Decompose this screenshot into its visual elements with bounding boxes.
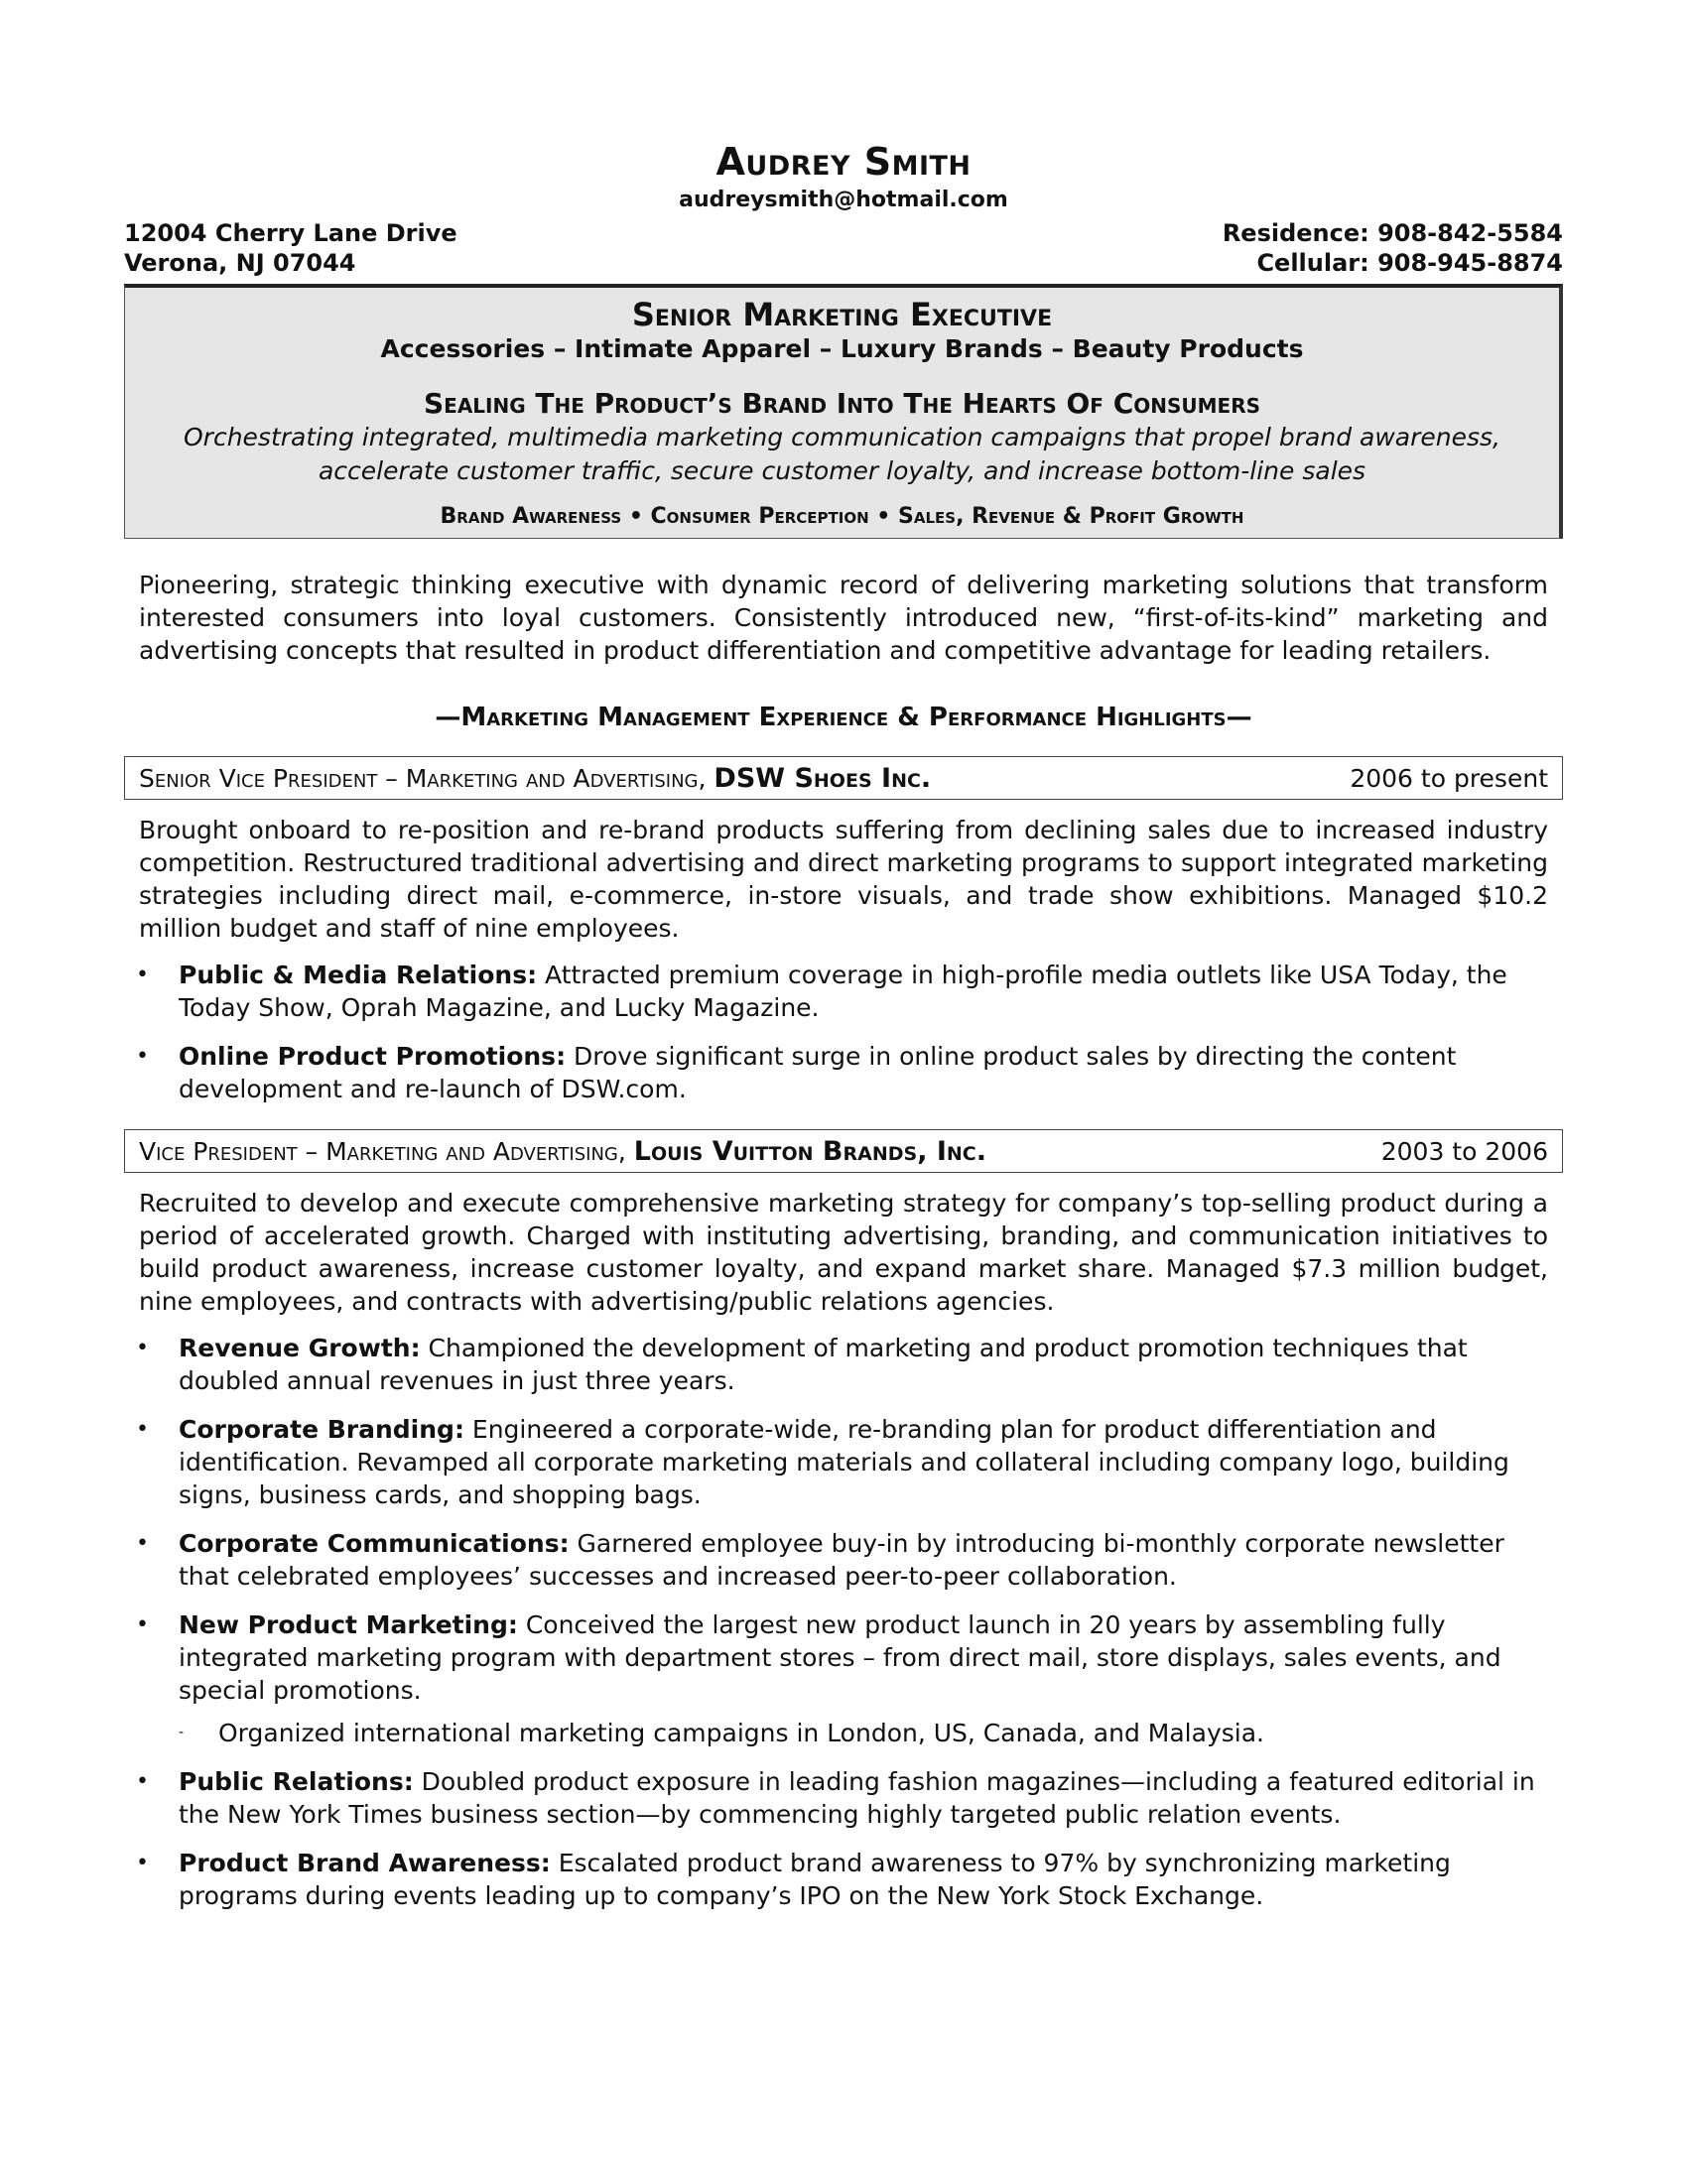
list-item — [124, 1527, 1563, 1593]
achievement-text: Garnered employee buy-in by introducing bi-monthly corporate newsletter that celebrated employees’ successes and increased peer-to-peer collaboration. — [179, 1529, 1504, 1591]
sub-list-item — [179, 1717, 1548, 1749]
target-title: Senior Marketing Executive — [631, 296, 1053, 333]
industries-line: Accessories – Intimate Apparel – Luxury Brands – Beauty Products — [380, 334, 1304, 363]
bullet-icon: • — [136, 963, 149, 987]
brand-description: Orchestrating integrated, multimedia marketing communication campaigns that propel brand awareness, accelerate customer traffic, secure customer loyalty, and increase bottom-line sales — [184, 423, 1500, 485]
contact-row — [124, 218, 1563, 278]
bullet-icon: • — [136, 1044, 149, 1069]
resume-page — [124, 139, 1563, 1928]
job-dates: 2006 to present — [1350, 763, 1548, 793]
bullet-icon: • — [136, 1769, 149, 1794]
address-line-2: Verona, NJ 07044 — [124, 249, 356, 277]
list-item — [124, 1413, 1563, 1511]
list-item — [124, 1040, 1563, 1105]
achievement-label: Product Brand Awareness: — [179, 1849, 551, 1877]
list-item — [124, 1765, 1563, 1831]
achievement-label: Corporate Communications: — [179, 1529, 570, 1558]
dash-icon: - — [179, 1725, 185, 1740]
achievement-text: Doubled product exposure in leading fashion magazines—including a featured editorial in the New York Times business section—by commencing highly targeted public relation events. — [179, 1767, 1535, 1829]
achievement-text: Conceived the largest new product launch in 20 years by assembling fully integrated marketing program with department stores – from direct mail, store displays, sales events, and special promotions. — [179, 1610, 1501, 1705]
achievement-text: Drove significant surge in online product sales by directing the content development and re-launch of DSW.com. — [179, 1042, 1457, 1103]
job-description: Brought onboard to re-position and re-brand products suffering from declining sales due to increased industry competition. Restructured traditional advertising and direct marketing programs to support integrated marketing strategies including direct mail, e-commerce, in-store visuals, and trade show exhibitions. Managed $10.2 million budget and staff of nine employees. — [139, 816, 1548, 943]
phone-numbers — [1223, 218, 1563, 278]
bullet-icon: • — [136, 1336, 149, 1360]
job-header — [124, 756, 1563, 800]
list-item — [124, 959, 1563, 1024]
brand-tagline: Sealing The Product’s Brand Into The Hearts Of Consumers — [423, 387, 1260, 420]
job-title: Vice President – Marketing and Advertising, — [139, 1136, 626, 1166]
residence-phone: Residence: 908-842-5584 — [1222, 219, 1563, 247]
list-item — [124, 1332, 1563, 1397]
bullet-icon: • — [136, 1417, 149, 1442]
company-name: Louis Vuitton Brands, Inc. — [633, 1135, 986, 1167]
achievement-text: Escalated product brand awareness to 97% by synchronizing marketing programs during events leading up to company’s IPO on the New York Stock Exchange. — [179, 1849, 1451, 1910]
experience-heading: —Marketing Management Experience & Performance Highlights— — [435, 703, 1252, 732]
keyword-line: Brand Awareness • Consumer Perception • Sales, Revenue & Profit Growth — [440, 504, 1244, 529]
mailing-address — [124, 218, 457, 278]
job-description: Recruited to develop and execute comprehensive marketing strategy for company’s top-selling product during a period of accelerated growth. Charged with instituting advertising, branding, and communication initiatives to build product awareness, increase customer loyalty, and expand market share. Managed $7.3 million budget, nine employees, and contracts with advertising/public relations agencies. — [139, 1189, 1548, 1316]
job-heading — [139, 763, 931, 794]
achievement-label: Revenue Growth: — [179, 1334, 421, 1362]
sub-item-text: Organized international marketing campaigns in London, US, Canada, and Malaysia. — [218, 1719, 1264, 1747]
email-address: audreysmith@hotmail.com — [679, 188, 1008, 212]
list-item — [124, 1608, 1563, 1749]
achievement-label: New Product Marketing: — [179, 1610, 518, 1639]
job-heading — [139, 1136, 986, 1167]
list-item — [124, 1847, 1563, 1912]
address-line-1: 12004 Cherry Lane Drive — [124, 219, 457, 247]
achievement-text: Engineered a corporate-wide, re-branding plan for product differentiation and identification. Revamped all corporate marketing materials and collateral including company logo, building signs, business cards, and shopping bags. — [179, 1415, 1509, 1509]
achievement-label: Public & Media Relations: — [179, 961, 538, 989]
achievement-label: Corporate Branding: — [179, 1415, 464, 1444]
job-title: Senior Vice President – Marketing and Advertising, — [139, 763, 707, 793]
achievement-label: Public Relations: — [179, 1767, 414, 1796]
achievement-text: Championed the development of marketing and product promotion techniques that doubled annual revenues in just three years. — [179, 1334, 1468, 1395]
cellular-phone: Cellular: 908-945-8874 — [1256, 249, 1563, 277]
achievement-list — [124, 1332, 1563, 1912]
candidate-name: Audrey Smith — [715, 140, 972, 184]
profile-summary: Pioneering, strategic thinking executive with dynamic record of delivering marketing solutions that transform interested consumers into loyal customers. Consistently introduced new, “first-of-its-kind” marketing and advertising concepts that resulted in product differentiation and competitive advantage for leading retailers. — [139, 571, 1548, 665]
bullet-icon: • — [136, 1531, 149, 1556]
bullet-icon: • — [136, 1612, 149, 1637]
achievement-list — [124, 959, 1563, 1105]
company-name: DSW Shoes Inc. — [714, 762, 932, 794]
job-dates: 2003 to 2006 — [1380, 1136, 1548, 1166]
summary-box — [124, 284, 1563, 539]
job-header — [124, 1129, 1563, 1173]
bullet-icon: • — [136, 1851, 149, 1875]
achievement-label: Online Product Promotions: — [179, 1042, 567, 1071]
achievement-text: Attracted premium coverage in high-profile media outlets like USA Today, the Today Show, Oprah Magazine, and Lucky Magazine. — [179, 961, 1507, 1022]
